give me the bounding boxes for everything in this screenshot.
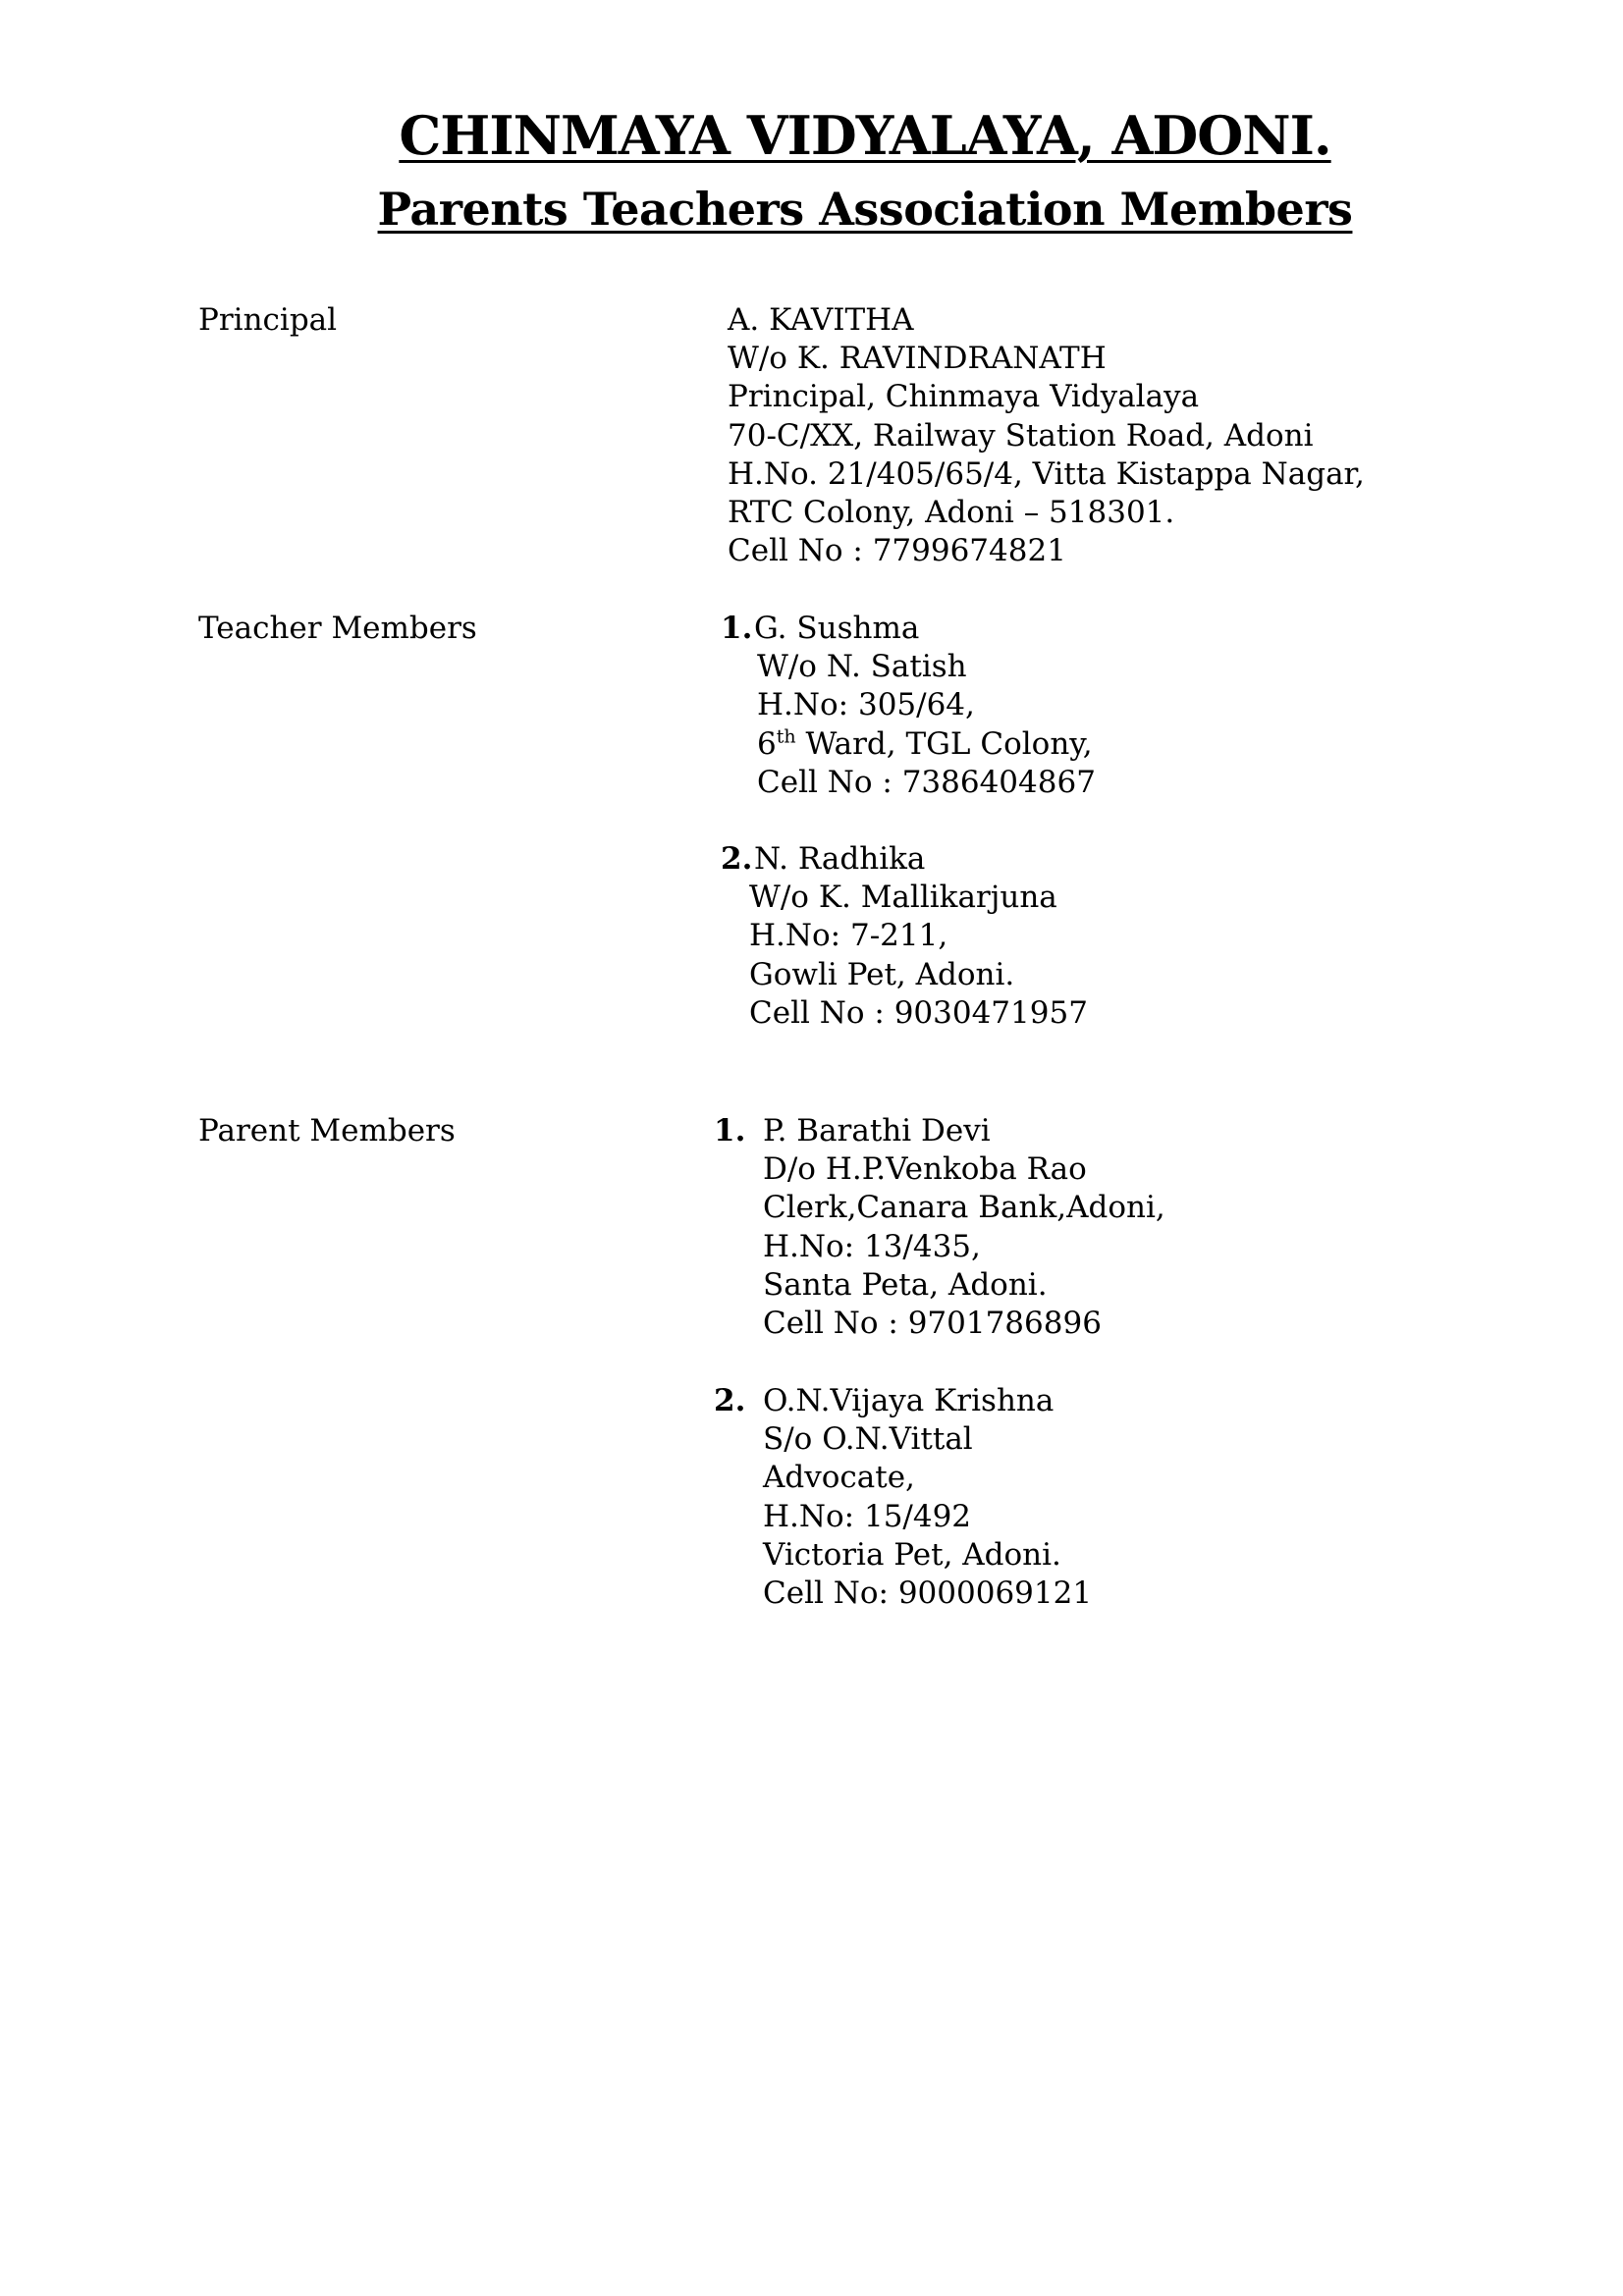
teacher-2-entry bbox=[749, 840, 1088, 1033]
parent-2-entry bbox=[763, 1382, 1092, 1613]
teacher-2-house: H.No: 7-211, bbox=[749, 918, 948, 954]
teacher-1-house: H.No: 305/64, bbox=[757, 687, 975, 723]
teacher-2-name: N. Radhika bbox=[754, 841, 926, 877]
teacher-1-name: G. Sushma bbox=[754, 611, 920, 646]
teacher-members-label: Teacher Members bbox=[198, 611, 477, 646]
principal-colony: RTC Colony, Adoni – 518301. bbox=[728, 494, 1175, 530]
parent-1-cell: Cell No : 9701786896 bbox=[763, 1305, 1102, 1341]
parent-2-occupation: Advocate, bbox=[763, 1460, 915, 1496]
parent-2-number: 2. bbox=[714, 1383, 746, 1418]
parent-1-number: 1. bbox=[714, 1113, 746, 1148]
parent-1-entry bbox=[763, 1112, 1165, 1343]
school-title: CHINMAYA VIDYALAYA, ADONI. bbox=[399, 104, 1331, 167]
parent-2-area: Victoria Pet, Adoni. bbox=[763, 1536, 1061, 1573]
teacher-1-number: 1. bbox=[721, 611, 753, 646]
teacher-2-relation: W/o K. Mallikarjuna bbox=[749, 880, 1057, 916]
teacher-1-ward-rest: Ward, TGL Colony, bbox=[795, 725, 1093, 762]
principal-designation: Principal, Chinmaya Vidyalaya bbox=[728, 379, 1200, 415]
parent-1-area: Santa Peta, Adoni. bbox=[763, 1266, 1048, 1303]
teacher-2-cell: Cell No : 9030471957 bbox=[749, 994, 1088, 1031]
teacher-1-ward-suffix: th bbox=[776, 725, 796, 748]
principal-cell: Cell No : 7799674821 bbox=[728, 533, 1066, 569]
principal-house-address: H.No. 21/405/65/4, Vitta Kistappa Nagar, bbox=[728, 455, 1365, 492]
parent-1-relation: D/o H.P.Venkoba Rao bbox=[763, 1151, 1087, 1188]
principal-name: A. KAVITHA bbox=[728, 302, 914, 338]
principal-label: Principal bbox=[198, 302, 338, 338]
parent-2-cell: Cell No: 9000069121 bbox=[763, 1575, 1093, 1611]
teacher-1-ward-number: 6 bbox=[757, 725, 777, 762]
principal-details bbox=[728, 301, 1365, 570]
parent-members-label: Parent Members bbox=[198, 1113, 456, 1148]
parent-2-name: O.N.Vijaya Krishna bbox=[763, 1383, 1055, 1418]
teacher-1-ward bbox=[754, 725, 1096, 764]
teacher-1-cell: Cell No : 7386404867 bbox=[757, 764, 1096, 800]
teacher-2-area: Gowli Pet, Adoni. bbox=[749, 956, 1015, 992]
principal-relation: W/o K. RAVINDRANATH bbox=[728, 341, 1107, 377]
parent-1-name: P. Barathi Devi bbox=[763, 1113, 991, 1148]
teacher-1-relation: W/o N. Satish bbox=[757, 649, 967, 685]
parent-2-house: H.No: 15/492 bbox=[763, 1498, 972, 1534]
teacher-2-number: 2. bbox=[721, 841, 753, 877]
principal-school-address: 70-C/XX, Railway Station Road, Adoni bbox=[728, 417, 1314, 454]
parent-2-relation: S/o O.N.Vittal bbox=[763, 1421, 973, 1458]
parent-1-house: H.No: 13/435, bbox=[763, 1228, 981, 1264]
teacher-1-entry bbox=[754, 610, 1096, 802]
document-subtitle: Parents Teachers Association Members bbox=[377, 183, 1353, 236]
parent-1-occupation: Clerk,Canara Bank,Adoni, bbox=[763, 1190, 1165, 1226]
